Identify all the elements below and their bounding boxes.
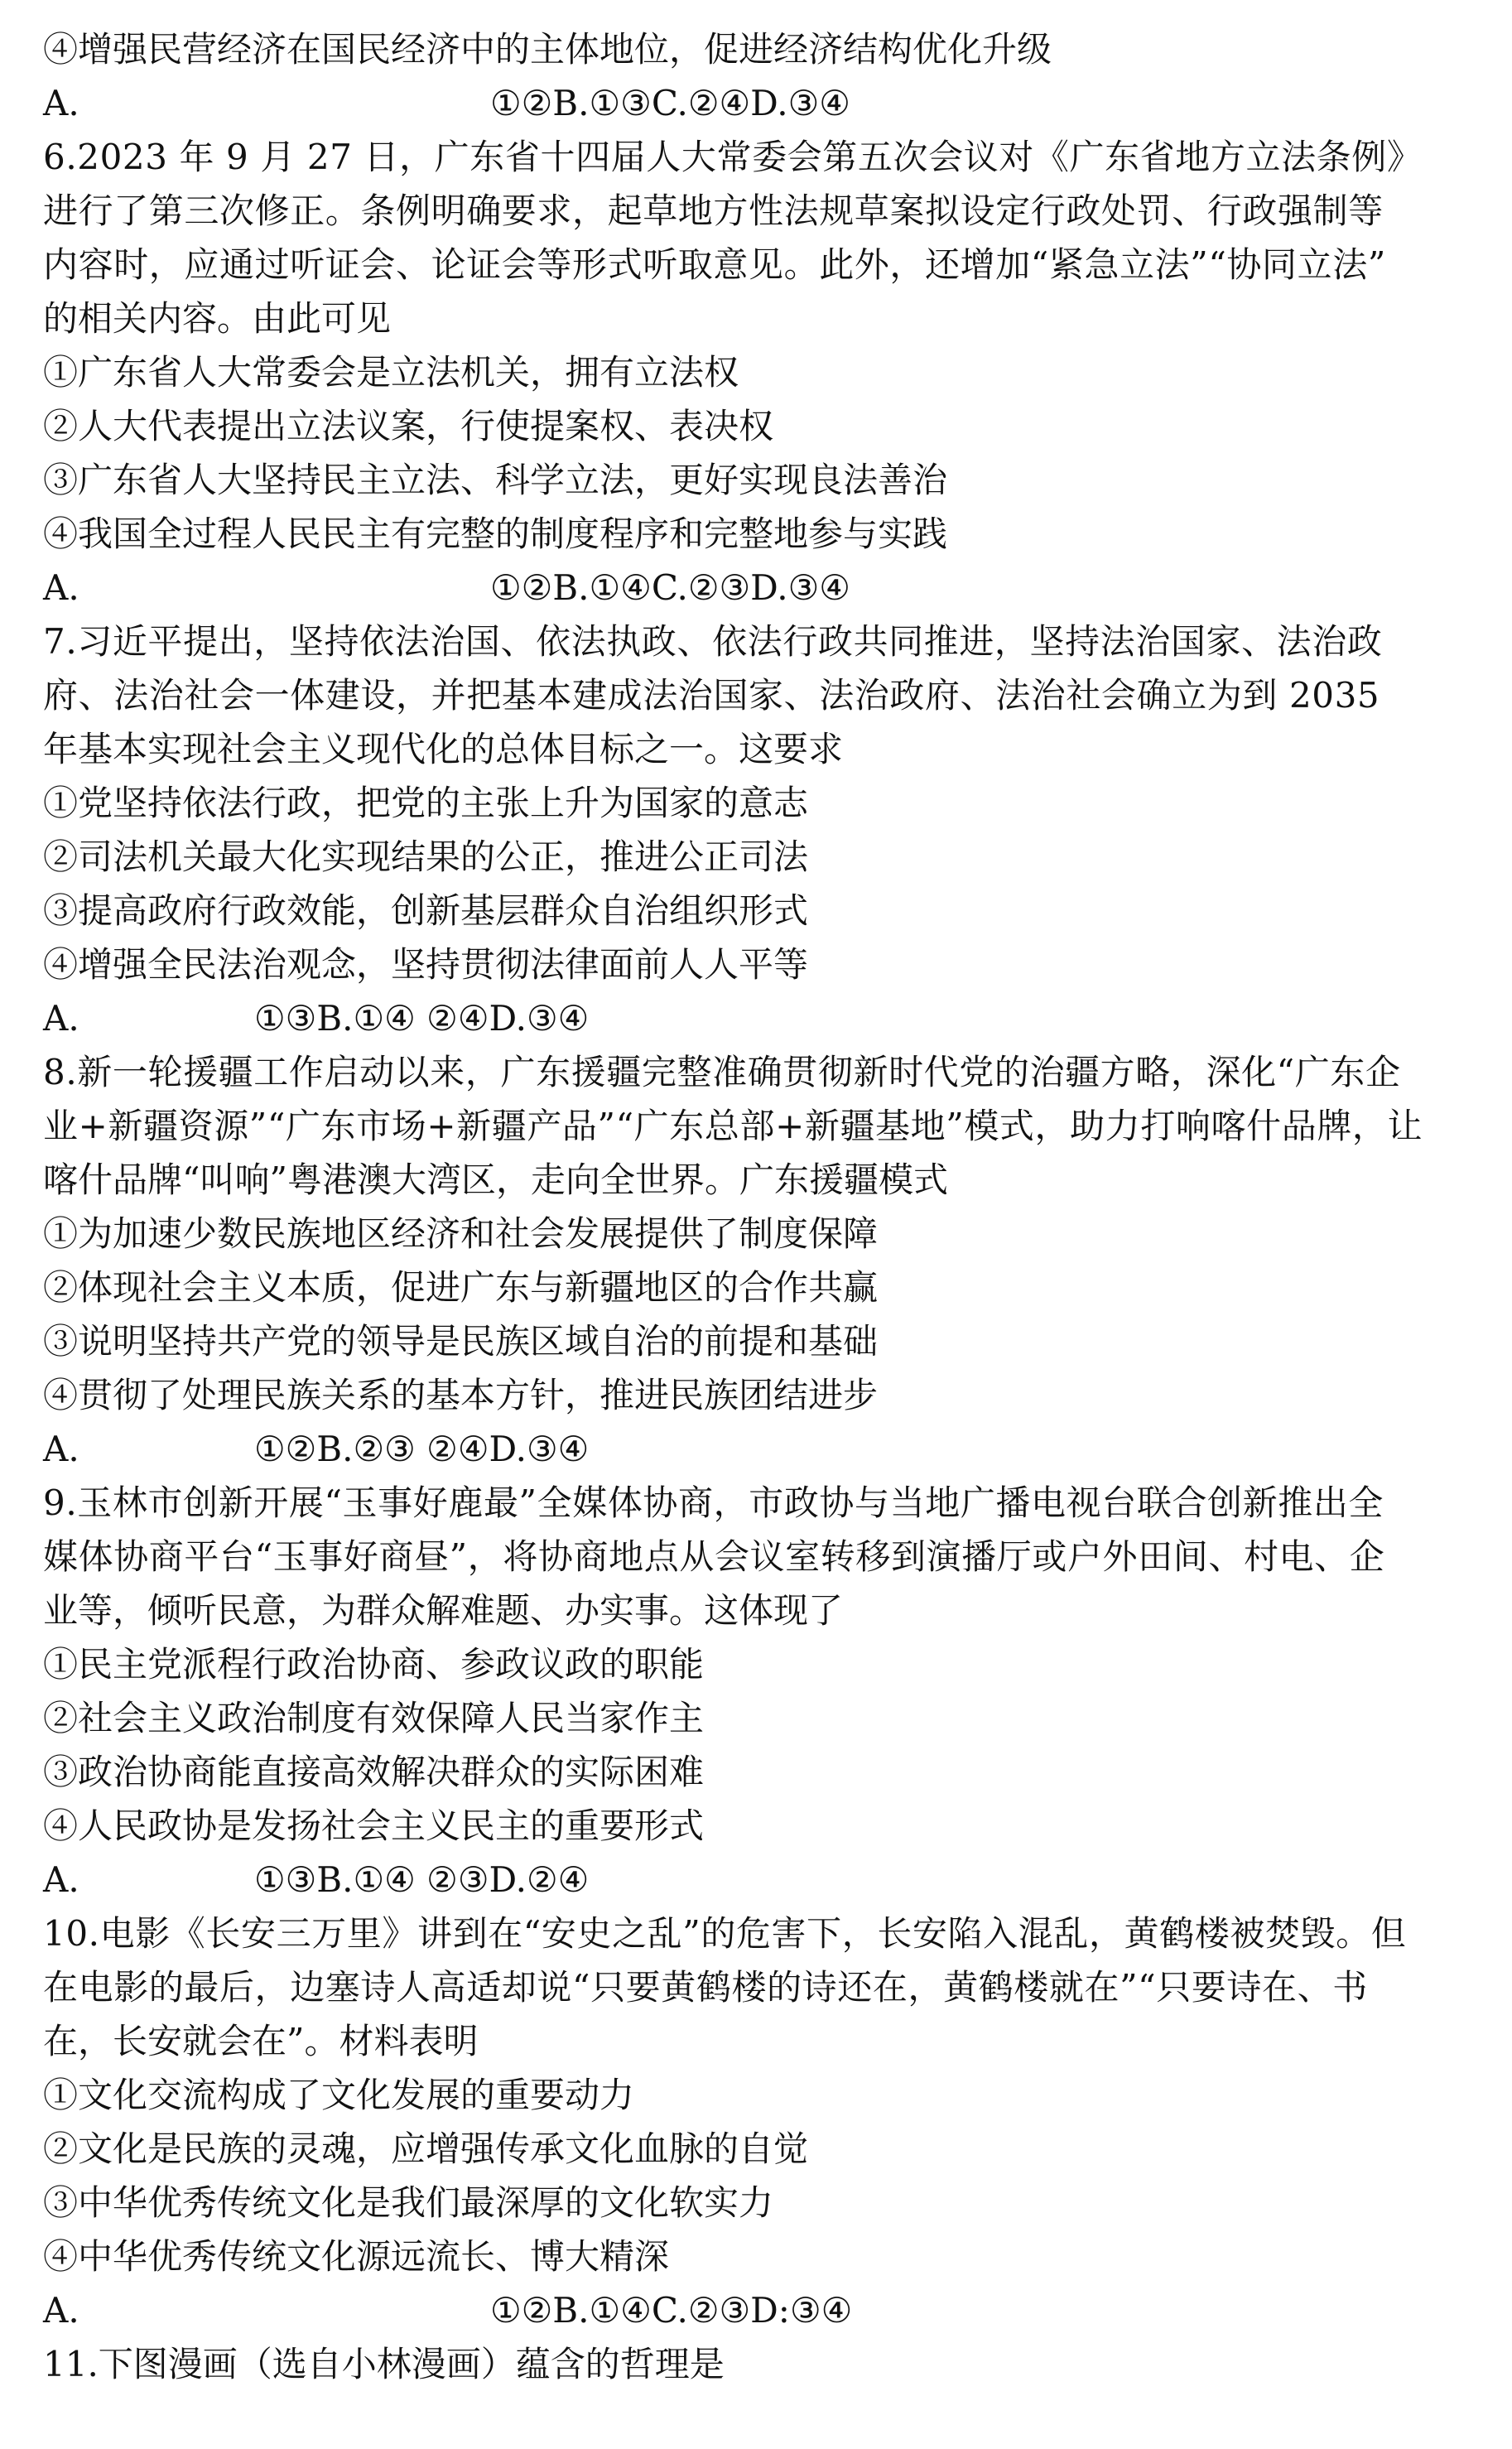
option-label: A.: [43, 1429, 79, 1469]
option-text: ①②B.①④C.②③D.③④: [490, 567, 850, 608]
text-line: ④中华优秀传统文化源远流长、博大精深: [43, 2236, 670, 2277]
text-line: 业等，倾听民意，为群众解难题、办实事。这体现了: [43, 1590, 844, 1631]
text-line: ②社会主义政治制度有效保障人民当家作主: [43, 1698, 705, 1738]
text-line: 在，长安就会在”。材料表明: [43, 2021, 479, 2061]
text-line: ①为加速少数民族地区经济和社会发展提供了制度保障: [43, 1213, 879, 1254]
text-line: ③说明坚持共产党的领导是民族区域自治的前提和基础: [43, 1321, 879, 1362]
text-line: ②司法机关最大化实现结果的公正，推进公正司法: [43, 836, 809, 877]
text-line: 8.新一轮援疆工作启动以来，广东援疆完整准确贯彻新时代党的治疆方略，深化“广东企: [43, 1052, 1401, 1092]
text-line: ②文化是民族的灵魂，应增强传承文化血脉的自觉: [43, 2128, 809, 2169]
text-line: ①党坚持依法行政，把党的主张上升为国家的意志: [43, 783, 809, 823]
answer-options: [43, 562, 1476, 615]
text-line: ④增强全民法治观念，坚持贯彻法律面前人人平等: [43, 944, 809, 985]
text-line: 喀什品牌“叫响”粤港澳大湾区，走向全世界。广东援疆模式: [43, 1159, 948, 1200]
text-line: ①广东省人大常委会是立法机关，拥有立法权: [43, 352, 739, 393]
text-line: 内容时，应通过听证会、论证会等形式听取意见。此外，还增加“紧急立法”“协同立法”: [43, 244, 1386, 285]
text-line: ②人大代表提出立法议案，行使提案权、表决权: [43, 406, 774, 446]
text-line: 的相关内容。由此可见: [43, 298, 392, 339]
text-line: ④增强民营经济在国民经济中的主体地位，促进经济结构优化升级: [43, 29, 1052, 70]
text-line: 年基本实现社会主义现代化的总体目标之一。这要求: [43, 729, 844, 769]
text-line: 进行了第三次修正。条例明确要求，起草地方性法规草案拟设定行政处罚、行政强制等: [43, 190, 1384, 231]
text-line: 业+新疆资源”“广东市场+新疆产品”“广东总部+新疆基地”模式，助力打响喀什品牌，让: [43, 1106, 1423, 1146]
text-line: 10.电影《长安三万里》讲到在“安史之乱”的危害下，长安陷入混乱，黄鹤楼被焚毁。但: [43, 1913, 1407, 1954]
text-line: 6.2023 年 9 月 27 日，广东省十四届人大常委会第五次会议对《广东省地方立法条例》: [43, 137, 1423, 177]
text-line: ③政治协商能直接高效解决群众的实际困难: [43, 1752, 705, 1792]
option-text: ①③B.①④ ②④D.③④: [254, 998, 590, 1039]
text-line: ②体现社会主义本质，促进广东与新疆地区的合作共赢: [43, 1267, 879, 1308]
text-line: 媒体协商平台“玉事好商昼”，将协商地点从会议室转移到演播厅或户外田间、村电、企: [43, 1536, 1385, 1577]
text-line: ③提高政府行政效能，创新基层群众自治组织形式: [43, 890, 809, 931]
option-text: ①②B.①④C.②③D:③④: [490, 2290, 853, 2331]
text-line: ①文化交流构成了文化发展的重要动力: [43, 2075, 635, 2115]
option-label: A.: [43, 83, 79, 123]
answer-options: [43, 2284, 1476, 2337]
text-line: 府、法治社会一体建设，并把基本建成法治国家、法治政府、法治社会确立为到 2035: [43, 675, 1380, 716]
text-line: 9.玉林市创新开展“玉事好鹿最”全媒体协商，市政协与当地广播电视台联合创新推出全: [43, 1482, 1384, 1523]
text-line: ④我国全过程人民民主有完整的制度程序和完整地参与实践: [43, 513, 948, 554]
answer-options: [43, 77, 1476, 130]
answer-options: [43, 992, 1476, 1045]
answer-options: [43, 1854, 1476, 1907]
text-line: ①民主党派程行政治协商、参政议政的职能: [43, 1644, 705, 1685]
answer-options: [43, 1423, 1476, 1476]
text-line: 11.下图漫画（选自小林漫画）蕴含的哲理是: [43, 2344, 725, 2384]
text-line: 7.习近平提出，坚持依法治国、依法执政、依法行政共同推进，坚持法治国家、法治政: [43, 621, 1383, 662]
option-text: ①②B.②③ ②④D.③④: [254, 1429, 590, 1469]
option-text: ①③B.①④ ②③D.②④: [254, 1859, 590, 1900]
text-line: ③广东省人大坚持民主立法、科学立法，更好实现良法善治: [43, 460, 948, 500]
option-label: A.: [43, 567, 79, 608]
text-line: ④贯彻了处理民族关系的基本方针，推进民族团结进步: [43, 1375, 879, 1415]
text-line: 在电影的最后，边塞诗人高适却说“只要黄鹤楼的诗还在，黄鹤楼就在”“只要诗在、书: [43, 1967, 1368, 2008]
option-label: A.: [43, 1859, 79, 1900]
option-label: A.: [43, 998, 79, 1039]
text-line: ③中华优秀传统文化是我们最深厚的文化软实力: [43, 2182, 774, 2223]
option-label: A.: [43, 2290, 79, 2331]
text-line: ④人民政协是发扬社会主义民主的重要形式: [43, 1805, 705, 1846]
option-text: ①②B.①③C.②④D.③④: [490, 83, 850, 123]
